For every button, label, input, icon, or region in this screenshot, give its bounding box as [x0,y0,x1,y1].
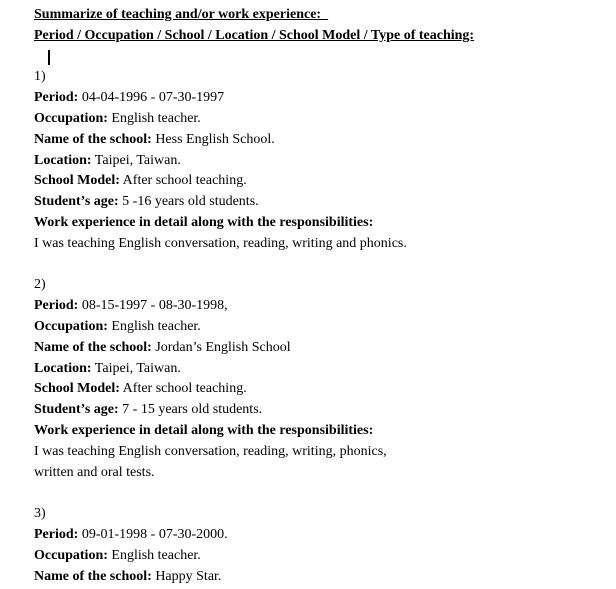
work-experience-label: Work experience in detail along with the responsibilities: [34,422,374,438]
student-age-value: 5 -16 years old students. [118,194,259,210]
school-value: Happy Star. [151,568,222,584]
blank-line [34,483,604,504]
entry-school [34,567,604,588]
entry-occupation [34,317,604,338]
work-experience-text: written and oral tests. [34,464,155,480]
document-body[interactable] [34,5,604,587]
school-label: Name of the school: [34,568,152,584]
occupation-value: English teacher. [107,547,201,563]
text-cursor [48,50,50,65]
section-title: Summarize of teaching and/or work experience: [34,7,329,22]
student-age-label: Student’s age: [34,402,119,418]
section-subtitle: Period / Occupation / School / Location / School Model / Type of teaching: [34,27,475,43]
entry-school-model [34,171,604,192]
occupation-value: English teacher. [107,110,201,126]
occupation-label: Occupation: [34,110,108,126]
location-value: Taipei, Taiwan. [91,152,181,168]
period-label: Period: [34,90,79,106]
entry-occupation [34,109,604,130]
period-label: Period: [34,526,79,542]
location-label: Location: [34,152,92,168]
school-model-label: School Model: [34,173,120,189]
entry-student-age [34,192,604,213]
school-label: Name of the school: [34,131,152,147]
occupation-value: English teacher. [107,318,201,334]
entry-number: 1) [34,69,46,85]
period-label: Period: [34,298,79,314]
school-value: Jordan’s English School [151,339,291,355]
blank-line [34,255,604,276]
occupation-label: Occupation: [34,318,108,334]
school-model-value: After school teaching. [119,381,247,397]
school-label: Name of the school: [34,339,152,355]
entry-occupation [34,546,604,567]
work-experience-text: I was teaching English conversation, reading, writing, phonics, [34,443,387,459]
school-value: Hess English School. [151,131,275,147]
entry-number: 2) [34,277,46,293]
entry-number: 3) [34,506,46,522]
entry-period [34,296,604,317]
entry-location [34,151,604,172]
entry-student-age [34,400,604,421]
school-model-label: School Model: [34,381,120,397]
text-cursor-line[interactable] [34,47,604,68]
entry-school [34,338,604,359]
entry-period [34,88,604,109]
period-value: 08-15-1997 - 08-30-1998, [78,298,228,314]
location-value: Taipei, Taiwan. [91,360,181,376]
entry-period [34,525,604,546]
student-age-label: Student’s age: [34,194,119,210]
work-experience-label: Work experience in detail along with the responsibilities: [34,214,374,230]
location-label: Location: [34,360,92,376]
entry-location [34,359,604,380]
entry-school [34,130,604,151]
school-model-value: After school teaching. [119,173,247,189]
entry-school-model [34,379,604,400]
work-experience-text: I was teaching English conversation, reading, writing and phonics. [34,235,407,251]
occupation-label: Occupation: [34,547,108,563]
period-value: 04-04-1996 - 07-30-1997 [78,90,225,106]
student-age-value: 7 - 15 years old students. [118,402,263,418]
period-value: 09-01-1998 - 07-30-2000. [78,526,228,542]
